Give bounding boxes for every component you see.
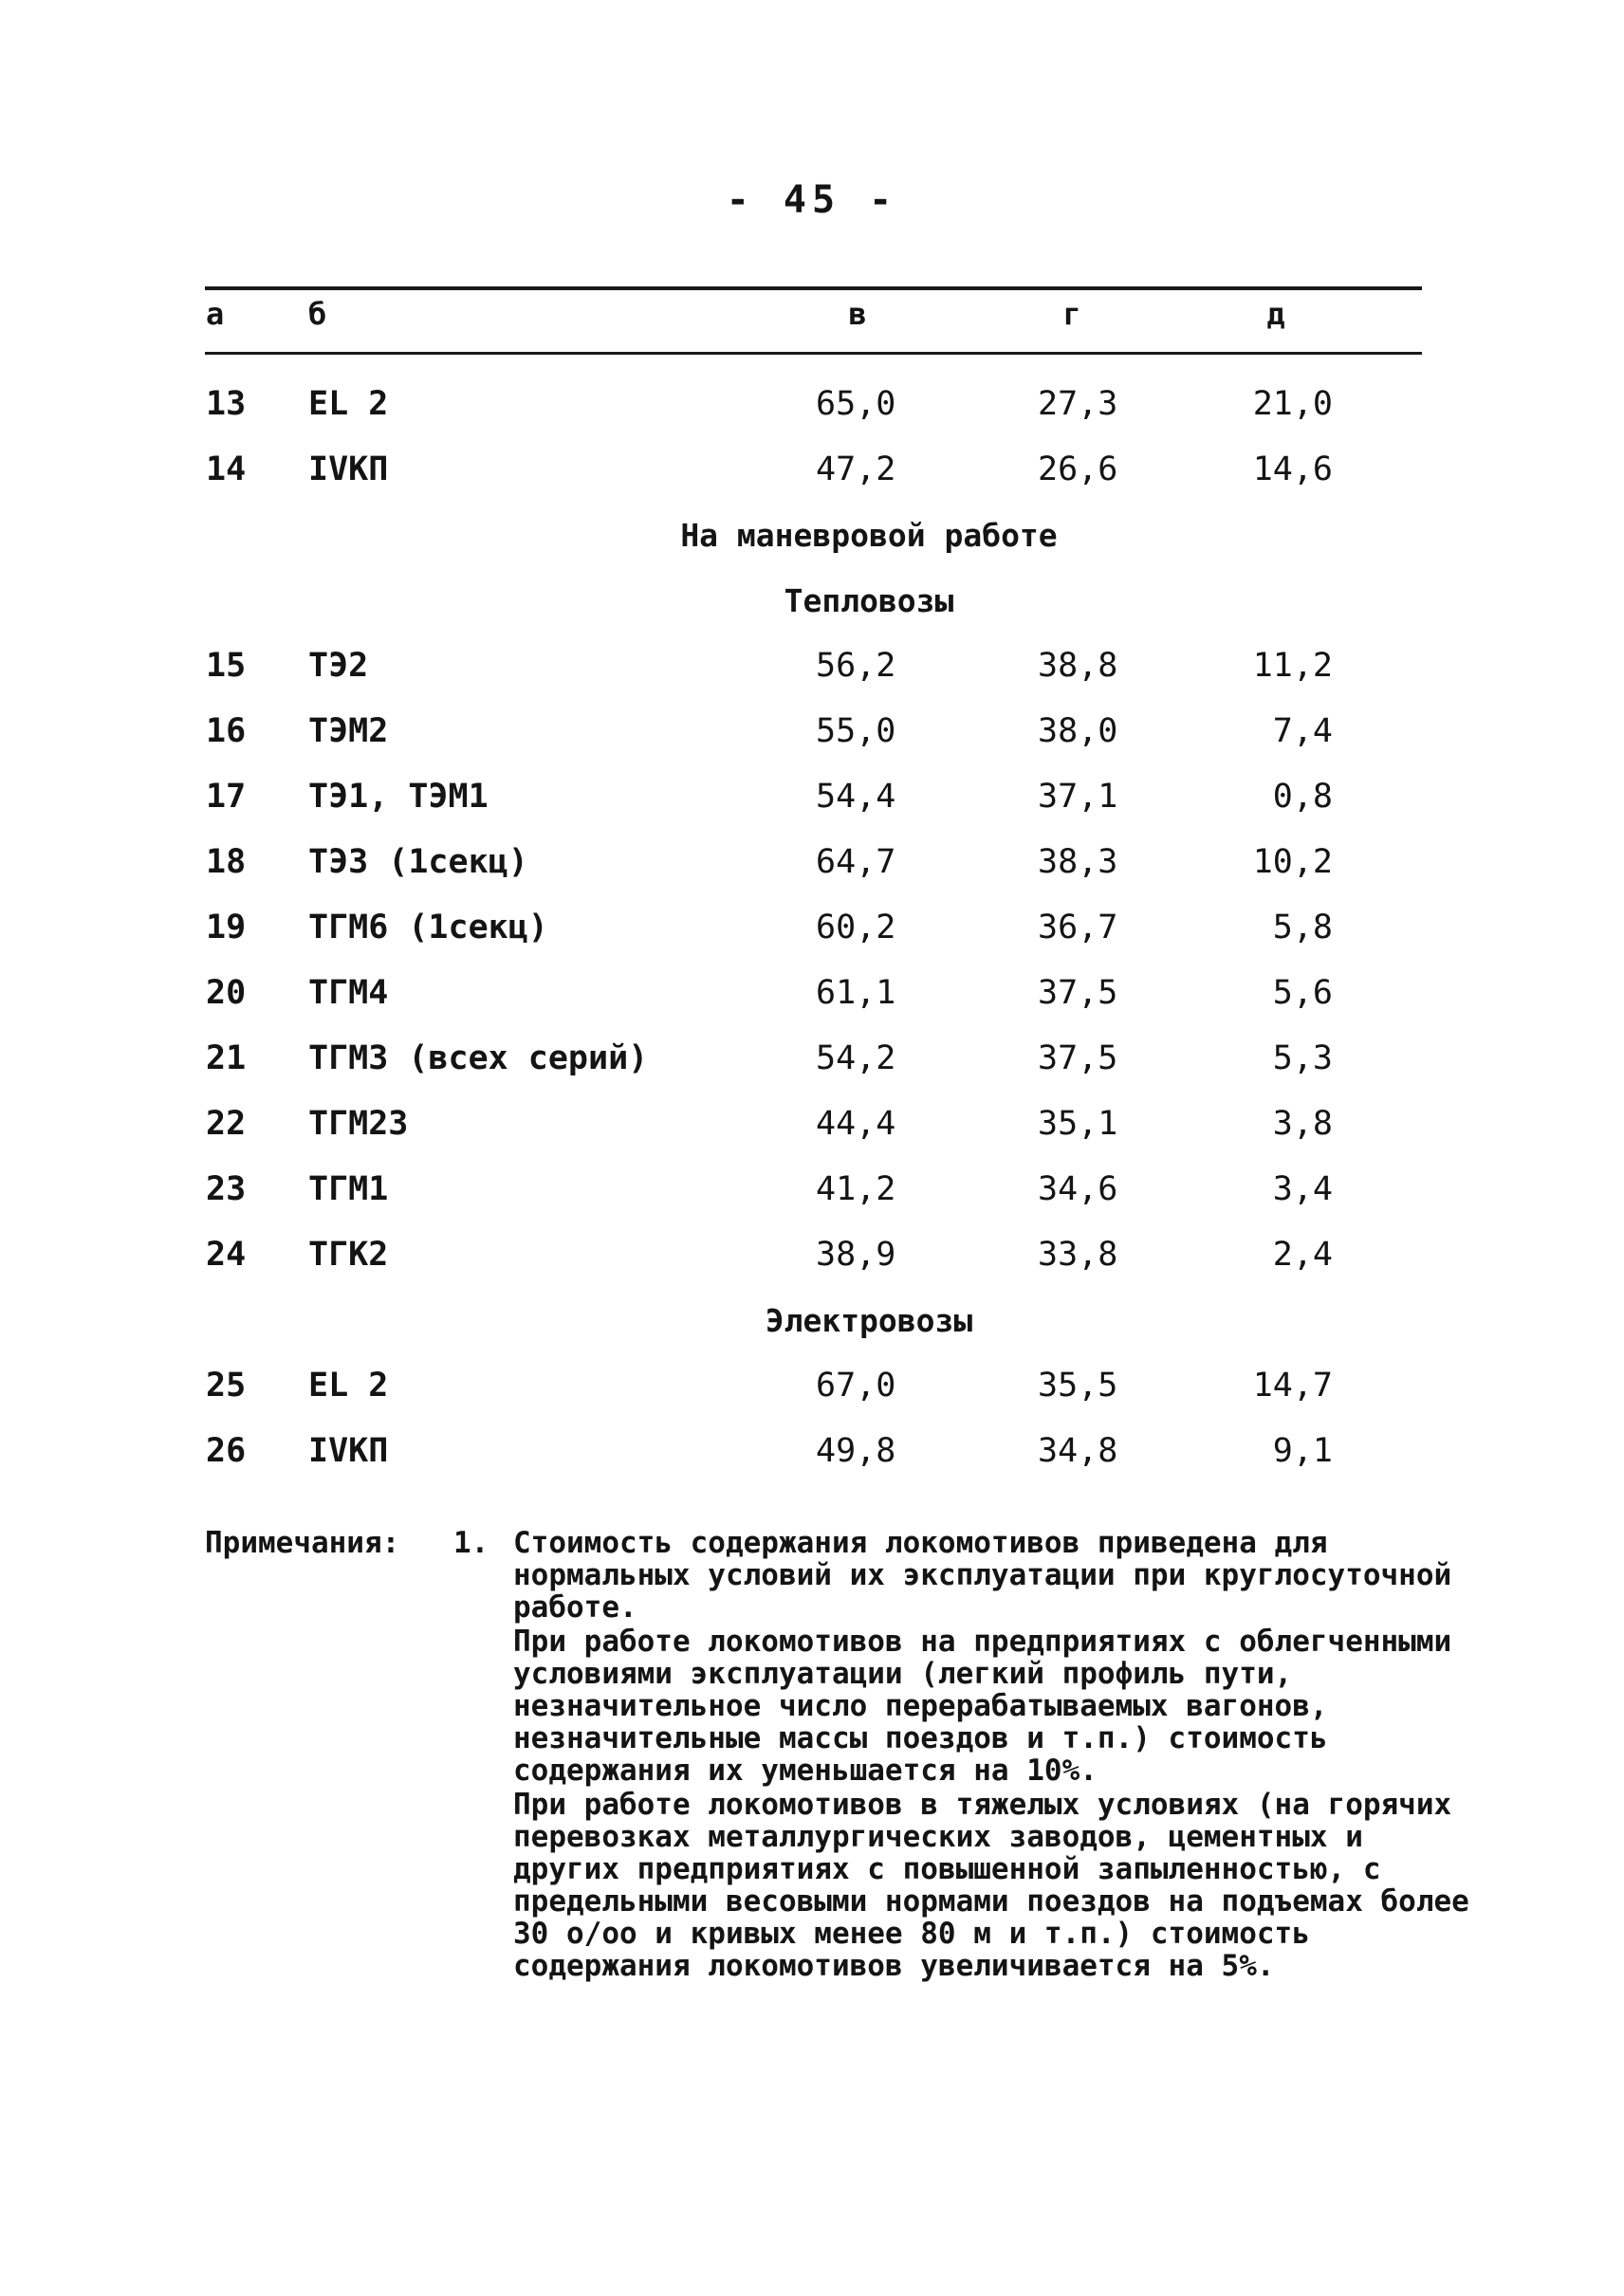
notes-paragraph: При работе локомотивов на предприятиях с облегченными условиями эксплуатации (легкий профиль пути, незначительное число перерабатываемых вагонов, незначительные массы поездов и т.п.) стоимость содержания их уменьшается на 10%. [513,1625,1452,1788]
locomotive-series: EL 2 [308,385,389,423]
row-number: 13 [206,385,247,423]
locomotive-series: ТГМ1 [308,1170,389,1208]
row-number: 21 [206,1039,247,1077]
table-row: 21 ТГМ3 (всех серий) 54,2 37,5 5,3 [0,1026,1624,1092]
row-number: 17 [206,778,247,816]
table-header [0,296,1624,349]
value-d: 3,4 [1272,1170,1333,1208]
table-row: 18 ТЭ3 (1секц) 64,7 38,3 10,2 [0,830,1624,895]
column-header-a: а [206,296,225,332]
locomotive-series: ТЭ3 (1секц) [308,843,528,881]
notes-label: Примечания: [205,1526,400,1560]
row-number: 16 [206,712,247,750]
locomotive-series: IVКП [308,450,389,488]
table-row: 19 ТГМ6 (1секц) 60,2 36,7 5,8 [0,895,1624,961]
row-number: 14 [206,450,247,488]
value-d: 5,8 [1272,909,1333,946]
table-row: 25 EL 2 67,0 35,5 14,7 [0,1353,1624,1419]
table-row: 13 EL 2 65,0 27,3 21,0 [0,372,1624,437]
value-d: 5,6 [1272,974,1333,1012]
section-heading-shunting: На маневровой работе [680,517,1058,554]
locomotive-series: ТГМ3 (всех серий) [308,1039,649,1077]
subsection-heading-electric: Электровозы [765,1302,973,1339]
table-row: 26 IVКП 49,8 34,8 9,1 [0,1419,1624,1484]
row-number: 25 [206,1367,247,1405]
table-top-rule [205,286,1422,290]
table-row: 22 ТГМ23 44,4 35,1 3,8 [0,1092,1624,1157]
row-number: 19 [206,909,247,946]
locomotive-series: ТГМ23 [308,1105,409,1143]
row-number: 24 [206,1236,247,1274]
table-row: 20 ТГМ4 61,1 37,5 5,6 [0,961,1624,1026]
value-d: 3,8 [1272,1105,1333,1143]
locomotive-series: IVКП [308,1432,389,1470]
locomotive-series: EL 2 [308,1367,389,1405]
subsection-heading-diesel: Тепловозы [784,582,954,619]
column-header-g: г [1062,296,1081,332]
column-header-v: в [848,296,867,332]
notes-block [205,1526,1469,1983]
table-row: 16 ТЭМ2 55,0 38,0 7,4 [0,699,1624,764]
value-d: 14,6 [1252,450,1333,488]
locomotive-series: ТГМ6 (1секц) [308,909,548,946]
table-header-rule [205,352,1422,355]
locomotive-series: ТЭ2 [308,647,369,685]
row-number: 20 [206,974,247,1012]
table-row: 23 ТГМ1 41,2 34,6 3,4 [0,1157,1624,1222]
locomotive-series: ТЭМ2 [308,712,389,750]
table-row: 14 IVКП 47,2 26,6 14,6 [0,437,1624,503]
table-body [0,372,1624,1484]
row-number: 22 [206,1105,247,1143]
notes-paragraph: При работе локомотивов в тяжелых условиях (на горячих перевозках металлургических заводов, цементных и других предприятиях с повышенной запыленностью, с предельными весовыми нормами поездов на подъемах более 30 о/оо и кривых менее 80 м и т.п.) стоимость содержания локомотивов увеличивается на 5%. [513,1788,1469,1983]
value-d: 9,1 [1272,1432,1333,1470]
value-d: 2,4 [1272,1236,1333,1274]
row-number: 18 [206,843,247,881]
value-d: 0,8 [1272,778,1333,816]
row-number: 26 [206,1432,247,1470]
locomotive-series: ТЭ1, ТЭМ1 [308,778,489,816]
locomotive-series: ТГК2 [308,1236,389,1274]
value-d: 21,0 [1252,385,1333,423]
column-header-d: д [1266,296,1285,332]
value-d: 14,7 [1252,1367,1333,1405]
table-row: 17 ТЭ1, ТЭМ1 54,4 37,1 0,8 [0,764,1624,830]
column-header-b: б [308,296,327,332]
notes-paragraph: Стоимость содержания локомотивов приведена для нормальных условий их эксплуатации при круглосуточной работе. [513,1526,1452,1625]
notes-item-number: 1. [453,1526,489,1560]
row-number: 15 [206,647,247,685]
table-row: 15 ТЭ2 56,2 38,8 11,2 [0,634,1624,699]
row-number: 23 [206,1170,247,1208]
locomotive-series: ТГМ4 [308,974,389,1012]
value-d: 5,3 [1272,1039,1333,1077]
value-d: 10,2 [1252,843,1333,881]
value-d: 11,2 [1252,647,1333,685]
table-row: 24 ТГК2 38,9 33,8 2,4 [0,1222,1624,1288]
value-d: 7,4 [1272,712,1333,750]
page-number: - 45 - [726,178,898,222]
